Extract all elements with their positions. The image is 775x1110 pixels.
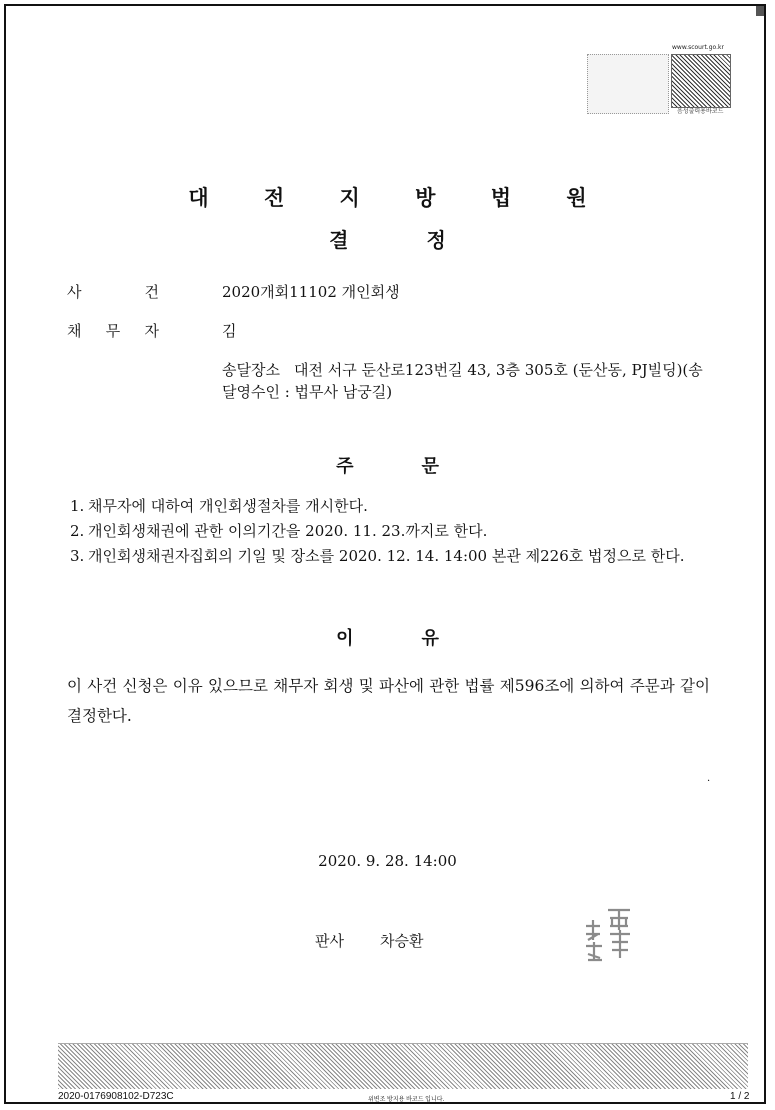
case-label (67, 281, 159, 302)
reason-heading-char: 유 (421, 628, 439, 649)
barcode-caption: 음성출력용바코드 (677, 108, 724, 115)
debtor-label-char: 자 (144, 322, 159, 340)
page-number: 1 / 2 (730, 1091, 750, 1102)
reason-text: 이 사건 신청은 이유 있으므로 채무자 회생 및 파산에 관한 법률 제596조에 의하여 주문과 같이 결정한다. (67, 677, 710, 725)
court-name: 대 전 지 방 법 원 (188, 186, 611, 210)
reason-heading (0, 624, 775, 650)
judge-name: 차승환 (379, 932, 424, 950)
barcode-url: www.scourt.go.kr (672, 44, 724, 51)
order-item (70, 544, 710, 569)
address-value: 대전 서구 둔산로123번길 43, 3층 305호 (둔산동, PJ빌딩)(송달영수인 : 법무사 남궁길) (222, 361, 703, 401)
reason-heading-char: 이 (336, 628, 354, 649)
order-list (70, 494, 710, 569)
court-seal-icon (580, 906, 638, 964)
document-type (0, 224, 775, 253)
qr-code-icon (671, 54, 731, 108)
judge-role: 판사 (315, 932, 344, 950)
order-item (70, 494, 710, 519)
document-type-part1: 결 (329, 228, 349, 252)
order-item-number: 3. (70, 547, 85, 565)
case-label-char: 사 (67, 283, 82, 301)
barcode-placeholder (587, 54, 669, 114)
debtor-label-char: 무 (105, 322, 121, 340)
order-heading-char: 문 (421, 456, 439, 477)
barcode-note: 위변조 방지용 바코드 입니다. (368, 1097, 445, 1103)
case-label-char: 건 (144, 283, 159, 301)
order-item-text: 개인회생채권에 관한 이의기간을 2020. 11. 23.까지로 한다. (88, 522, 488, 540)
order-heading (0, 452, 775, 478)
address-label: 송달장소 (222, 361, 280, 379)
order-heading-char: 주 (336, 456, 354, 477)
judge-signature-line (315, 930, 423, 951)
document-type-part2: 정 (426, 228, 446, 252)
document-id: 2020-0176908102-D723C (58, 1091, 174, 1102)
order-item (70, 519, 710, 544)
debtor-label-char: 채 (67, 322, 82, 340)
order-item-text: 개인회생채권자집회의 기일 및 장소를 2020. 12. 14. 14:00 본관 제226호 법정으로 한다. (88, 547, 685, 565)
debtor-label (67, 320, 159, 341)
stray-mark: · (707, 776, 711, 787)
order-item-number: 1. (70, 497, 85, 515)
order-item-text: 채무자에 대하여 개인회생절차를 개시한다. (88, 497, 368, 515)
order-item-number: 2. (70, 522, 85, 540)
decision-date: 2020. 9. 28. 14:00 (318, 852, 457, 870)
anti-forgery-barcode (58, 1043, 748, 1089)
case-value: 2020개회11102 개인회생 (222, 283, 400, 301)
voice-barcode (587, 44, 730, 114)
debtor-value: 김 (222, 322, 237, 340)
service-address (222, 359, 709, 403)
corner-mark (756, 6, 764, 16)
